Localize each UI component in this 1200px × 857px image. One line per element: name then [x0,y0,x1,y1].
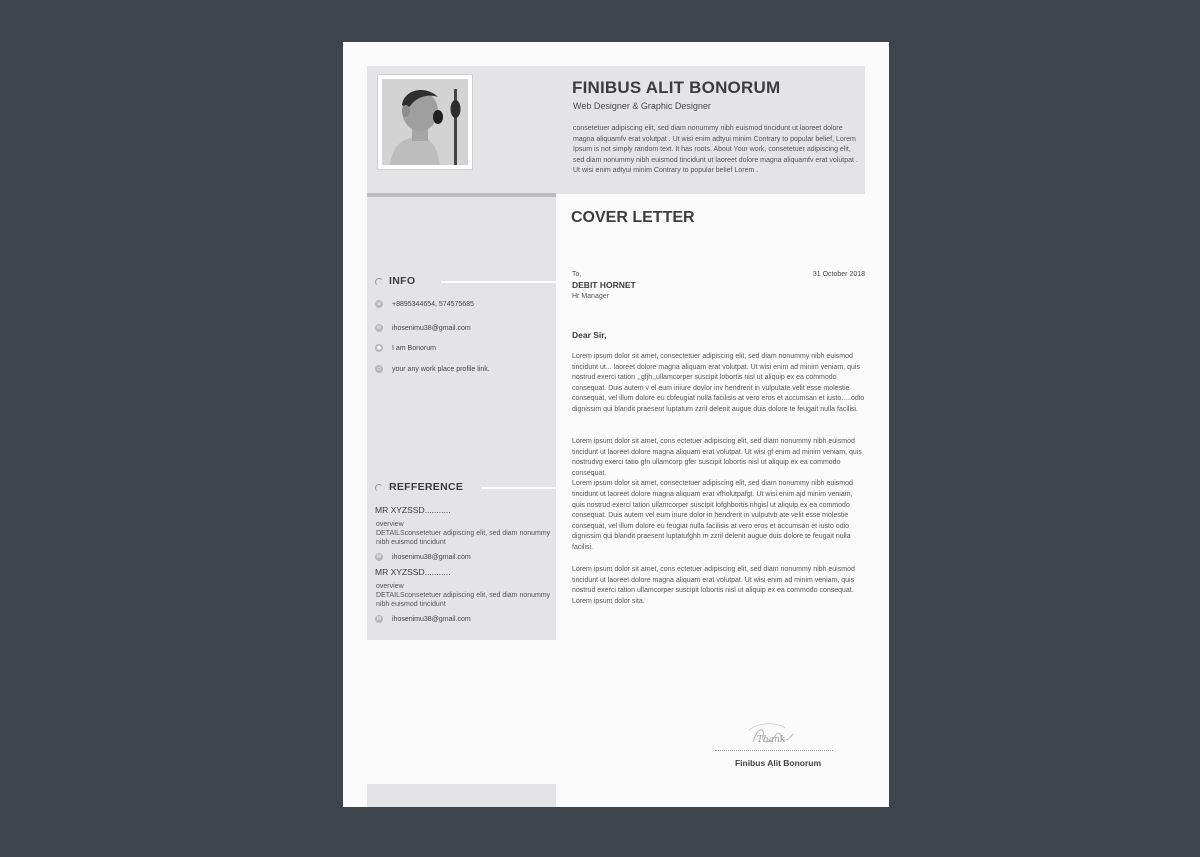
letter-paragraph-2: Lorem ipsum dolor sit amet, cons ectetuer adipiscing elit, sed diam nonummy nibh euismod tincidunt ut laoreet dolore magna aliquam erat volutpat. Ut wisi gf enim ad minim veniam, quis nostrudvg exerci tatio gfn ullamcorp gfer suscipit lobortis nisl ut aliquip ex ea commodo consequat. Lorem ipsum dolor sit amet, consectetuer adipiscing elit, sed diam nonummy nibh euismod tincidunt ut laoreet dolore magna aliquam erat vfholutpafgt. Ut wisi enim ajd minim veniam, quis nostrud exerci tation ullamcorper suscipit lofghbortis nhgisl ut aliquip ex ea commodo consequat. Duis autem vel eum iriure dolor in hendrerit in vulputvb ate velit esse molestie consequat, vel illum dolore eu feugiat nulla facilisis at vero eros et accumsan et iusto odio dignissim qui blandit praesent luptatufghh m zzril delenit augue duis dolore te feugait nulla facilisi. [572,438,862,551]
profile-photo-frame [377,74,473,170]
reference-1-name: MR XYZSSD........... [375,505,451,515]
info-title: INFO [389,275,416,287]
cover-letter-title: COVER LETTER [571,209,695,226]
link-icon: ▭ [376,366,382,372]
phone-icon: ☏ [375,301,383,307]
reference-1-email [375,551,471,563]
recipient-name: DEBIT HORNET [572,280,636,290]
reference-section-icon [375,484,383,492]
reference-2-detail: DETAILSconsetetuer adipiscing elit, sed diam nonummy nibh euismod tincidunt [376,592,551,608]
sidebar-footer-block [367,784,556,807]
email-icon: ✉ [376,616,382,622]
reference-divider [481,487,556,489]
signature-scribble [715,718,833,750]
candidate-name: FINIBUS ALIT BONORUM [572,78,781,97]
info-link [375,363,490,375]
info-about-text: I am Bonorum [392,344,436,352]
letter-paragraph-3: Lorem ipsum dolor sit amet, cons ectetuer adipiscing elit, sed diam nonummy nibh euismod tincidunt ut laoreet dolore magna aliquam erat volutpat. Ut wisi enim ad minim veniam, quis nostrud exerci tation ullamcorper suscipit lobortis nisl ut aliquip ex ea commodo consequat. Lorem ipsum dolor sita. [572,566,855,605]
reference-title: REFFERENCE [389,481,464,493]
info-phone [375,298,474,310]
email-icon: ✉ [376,325,382,331]
letter-paragraph-1: Lorem ipsum dolor sit amet, consectetuer adipiscing elit, sed diam nonummy nibh euismod tincidunt ut... laoreet dolore magna aliquam erat volutpat. Ut wisi enim ad minim veniam, quis nostrud exerci tation ,,gfjh,,ullamcorper suscipit lobortis nisl ut aliquip ex ea commodo consequat. Duis autem v el eum iriiure dovlor inv hendrerit in vulputate velit esse molestie consequat, vel illum dolore eu cbfeugiat nulla facilisis at vero eros et accumsan et iusto.....odio dignissim qui blandit praesent luptatum zzril delenit augue duis dolore te feugait nulla facilisi. [572,353,865,413]
reference-2-overview: overview [376,583,404,590]
to-label: To, [572,271,582,278]
sidebar [367,197,556,640]
info-divider [441,281,556,283]
info-about [375,342,436,354]
reference-1-overview: overview [376,521,404,528]
info-email [375,322,471,334]
reference-1-detail: DETAILSconsetetuer adipiscing elit, sed diam nonummy nibh euismod tincidunt [376,530,551,546]
reference-1-email-text: ihosenimu38@gmail.com [392,553,471,561]
reference-2-name: MR XYZSSD........... [375,567,451,577]
reference-2-email-text: ihosenimu38@gmail.com [392,615,471,623]
signature-name: Finibus Alit Bonorum [734,758,822,768]
signature-block [715,718,833,778]
signature-script-text: Thank [757,735,786,745]
signature-line [715,750,833,751]
header-band [367,66,865,194]
info-link-text: your any work place profile link. [392,365,490,373]
letter-date: 31 October 2018 [812,271,865,278]
candidate-bio: consetetuer adipiscing elit, sed diam nonummy nibh euismod tincidunt ut laoreet dolore magna aliquamfv erat volutpat . Ut wisi enim adtyui minim Contrary to popular belief, Lorem Ipsum is not simply random text. It has roots. About Your work, consetetuer adipiscing elit, sed diam nonummy nibh euismod tincidunt ut laoreet dolore magna aliquamfv erat volutpat . Ut wisi enim adtyui minim Contrary to popular belief Lorem . [573,125,858,175]
salutation: Dear Sir, [572,330,607,340]
resume-page [343,42,889,807]
profile-photo [382,79,468,165]
info-email-text: ihosenimu38@gmail.com [392,324,471,332]
reference-2-email [375,613,471,625]
candidate-role: Web Designer & Graphic Designer [573,101,711,111]
recipient-role: Hr Manager [572,293,609,300]
info-phone-text: +8895344654, 574575685 [392,300,474,308]
user-icon: ● [376,345,382,351]
email-icon: ✉ [376,554,382,560]
info-section-icon [375,278,383,286]
